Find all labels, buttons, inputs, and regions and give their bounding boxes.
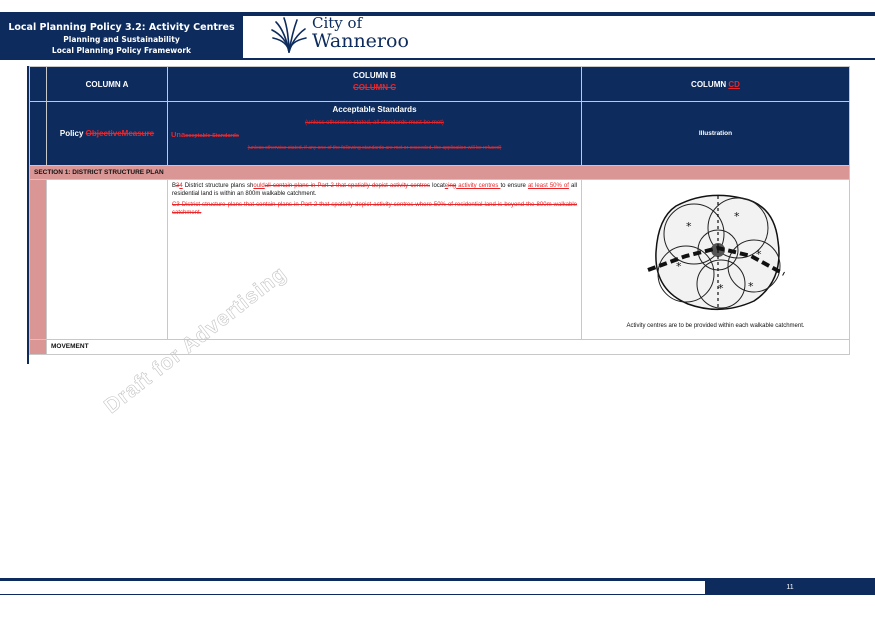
header-banner: [0, 12, 243, 60]
illustration-caption: Activity centres are to be provided within each walkable catchment.: [626, 323, 805, 329]
standards-gutter-cell: [30, 102, 47, 166]
measure-cell: [47, 180, 168, 340]
column-d-prefix: COLUMN: [691, 79, 729, 89]
section-1-heading: SECTION 1: DISTRICT STRUCTURE PLAN: [30, 166, 850, 180]
column-b-label: COLUMN B: [352, 71, 397, 80]
draft-watermark: Draft for Advertising: [100, 261, 292, 419]
header-rule-bottom: [243, 58, 875, 60]
logo-name-text: Wanneroo: [312, 30, 409, 52]
b-text-3: to ensure: [500, 183, 528, 189]
b-text-inserted-3: activity centres: [456, 183, 501, 189]
header-framework: Local Planning Policy Framework: [51, 46, 192, 55]
row-gutter-cell: [30, 180, 47, 340]
unacceptable-standards-subtitle: (unless otherwise stated, if any one of the following standards are met or exceeded, the application will be refused): [247, 145, 502, 151]
standards-header-row: [30, 102, 850, 166]
district-structure-row: [30, 180, 850, 340]
footer-thin-rule: [0, 594, 705, 595]
b-text-inserted-1: ould: [253, 183, 265, 189]
b-text-inserted-2: e: [444, 183, 449, 189]
policy-revision-text: ObjectiveMeasure: [85, 129, 155, 138]
b-code-deleted: 3: [176, 183, 180, 189]
unacceptable-prefix: Una: [171, 130, 186, 139]
movement-gutter-cell: [30, 340, 47, 355]
b-text-deleted-2: ing: [448, 183, 457, 189]
b-code-inserted: 4: [179, 183, 183, 189]
table-header-row: [30, 67, 850, 102]
svg-text:*: *: [747, 280, 753, 293]
svg-text:*: *: [717, 282, 723, 295]
standards-cell: [168, 102, 582, 166]
walkable-catchment-diagram: [646, 186, 786, 316]
svg-text:*: *: [685, 220, 691, 233]
section-row: [30, 166, 850, 180]
city-logo: [270, 14, 430, 58]
header-department: Planning and Sustainability: [63, 35, 180, 44]
column-d-header: [582, 67, 850, 102]
policy-measure-cell: [47, 102, 168, 166]
svg-text:*: *: [675, 260, 681, 273]
unacceptable-standards-title: [171, 130, 581, 139]
policy-table: [29, 66, 850, 355]
standard-c-paragraph-deleted: C3 District structure plans that contain plans in Part 2 that spatially depict activity centres where 50% of residential land is beyond the 800m walkable catchment.: [172, 202, 577, 216]
column-d-revised-label: CD: [728, 79, 740, 89]
b-text-2: locat: [430, 183, 445, 189]
standard-b-paragraph: [172, 182, 577, 198]
b-text-1: District structure plans sh: [182, 183, 254, 189]
svg-text:*: *: [733, 210, 739, 223]
b-code: B: [172, 183, 177, 189]
policy-label: Policy: [59, 129, 86, 138]
document-title: Local Planning Policy 3.2: Activity Centres: [8, 22, 235, 33]
column-a-label: COLUMN A: [85, 79, 129, 89]
header-gutter-cell: [30, 67, 47, 102]
b-text-inserted-4: at least 50% of: [527, 183, 569, 189]
illustration-label: Illustration: [698, 130, 733, 137]
page-number: 11: [705, 581, 875, 595]
illustration-header: [582, 102, 850, 166]
grass-tree-logo-icon: [270, 16, 308, 54]
b-text-deleted-1: all contain plans in Part 2 that spatially depict activity centres: [264, 183, 431, 189]
column-c-deleted-label: COLUMN C: [352, 83, 397, 92]
svg-text:*: *: [755, 248, 761, 261]
column-a-header: [47, 67, 168, 102]
acceptable-standards-subtitle: (unless otherwise stated, all standards must be met): [305, 120, 444, 126]
movement-row: [30, 340, 850, 355]
illustration-cell: [582, 180, 850, 340]
b-text-4: all residential land is within an 800m walkable catchment.: [172, 183, 578, 197]
movement-heading: MOVEMENT: [47, 340, 850, 355]
logo-city-text: City of: [312, 14, 363, 32]
acceptable-standards-title: Acceptable Standards: [332, 105, 417, 114]
unacceptable-rest: cceptable Standards: [185, 133, 239, 139]
column-b-header: [168, 67, 582, 102]
